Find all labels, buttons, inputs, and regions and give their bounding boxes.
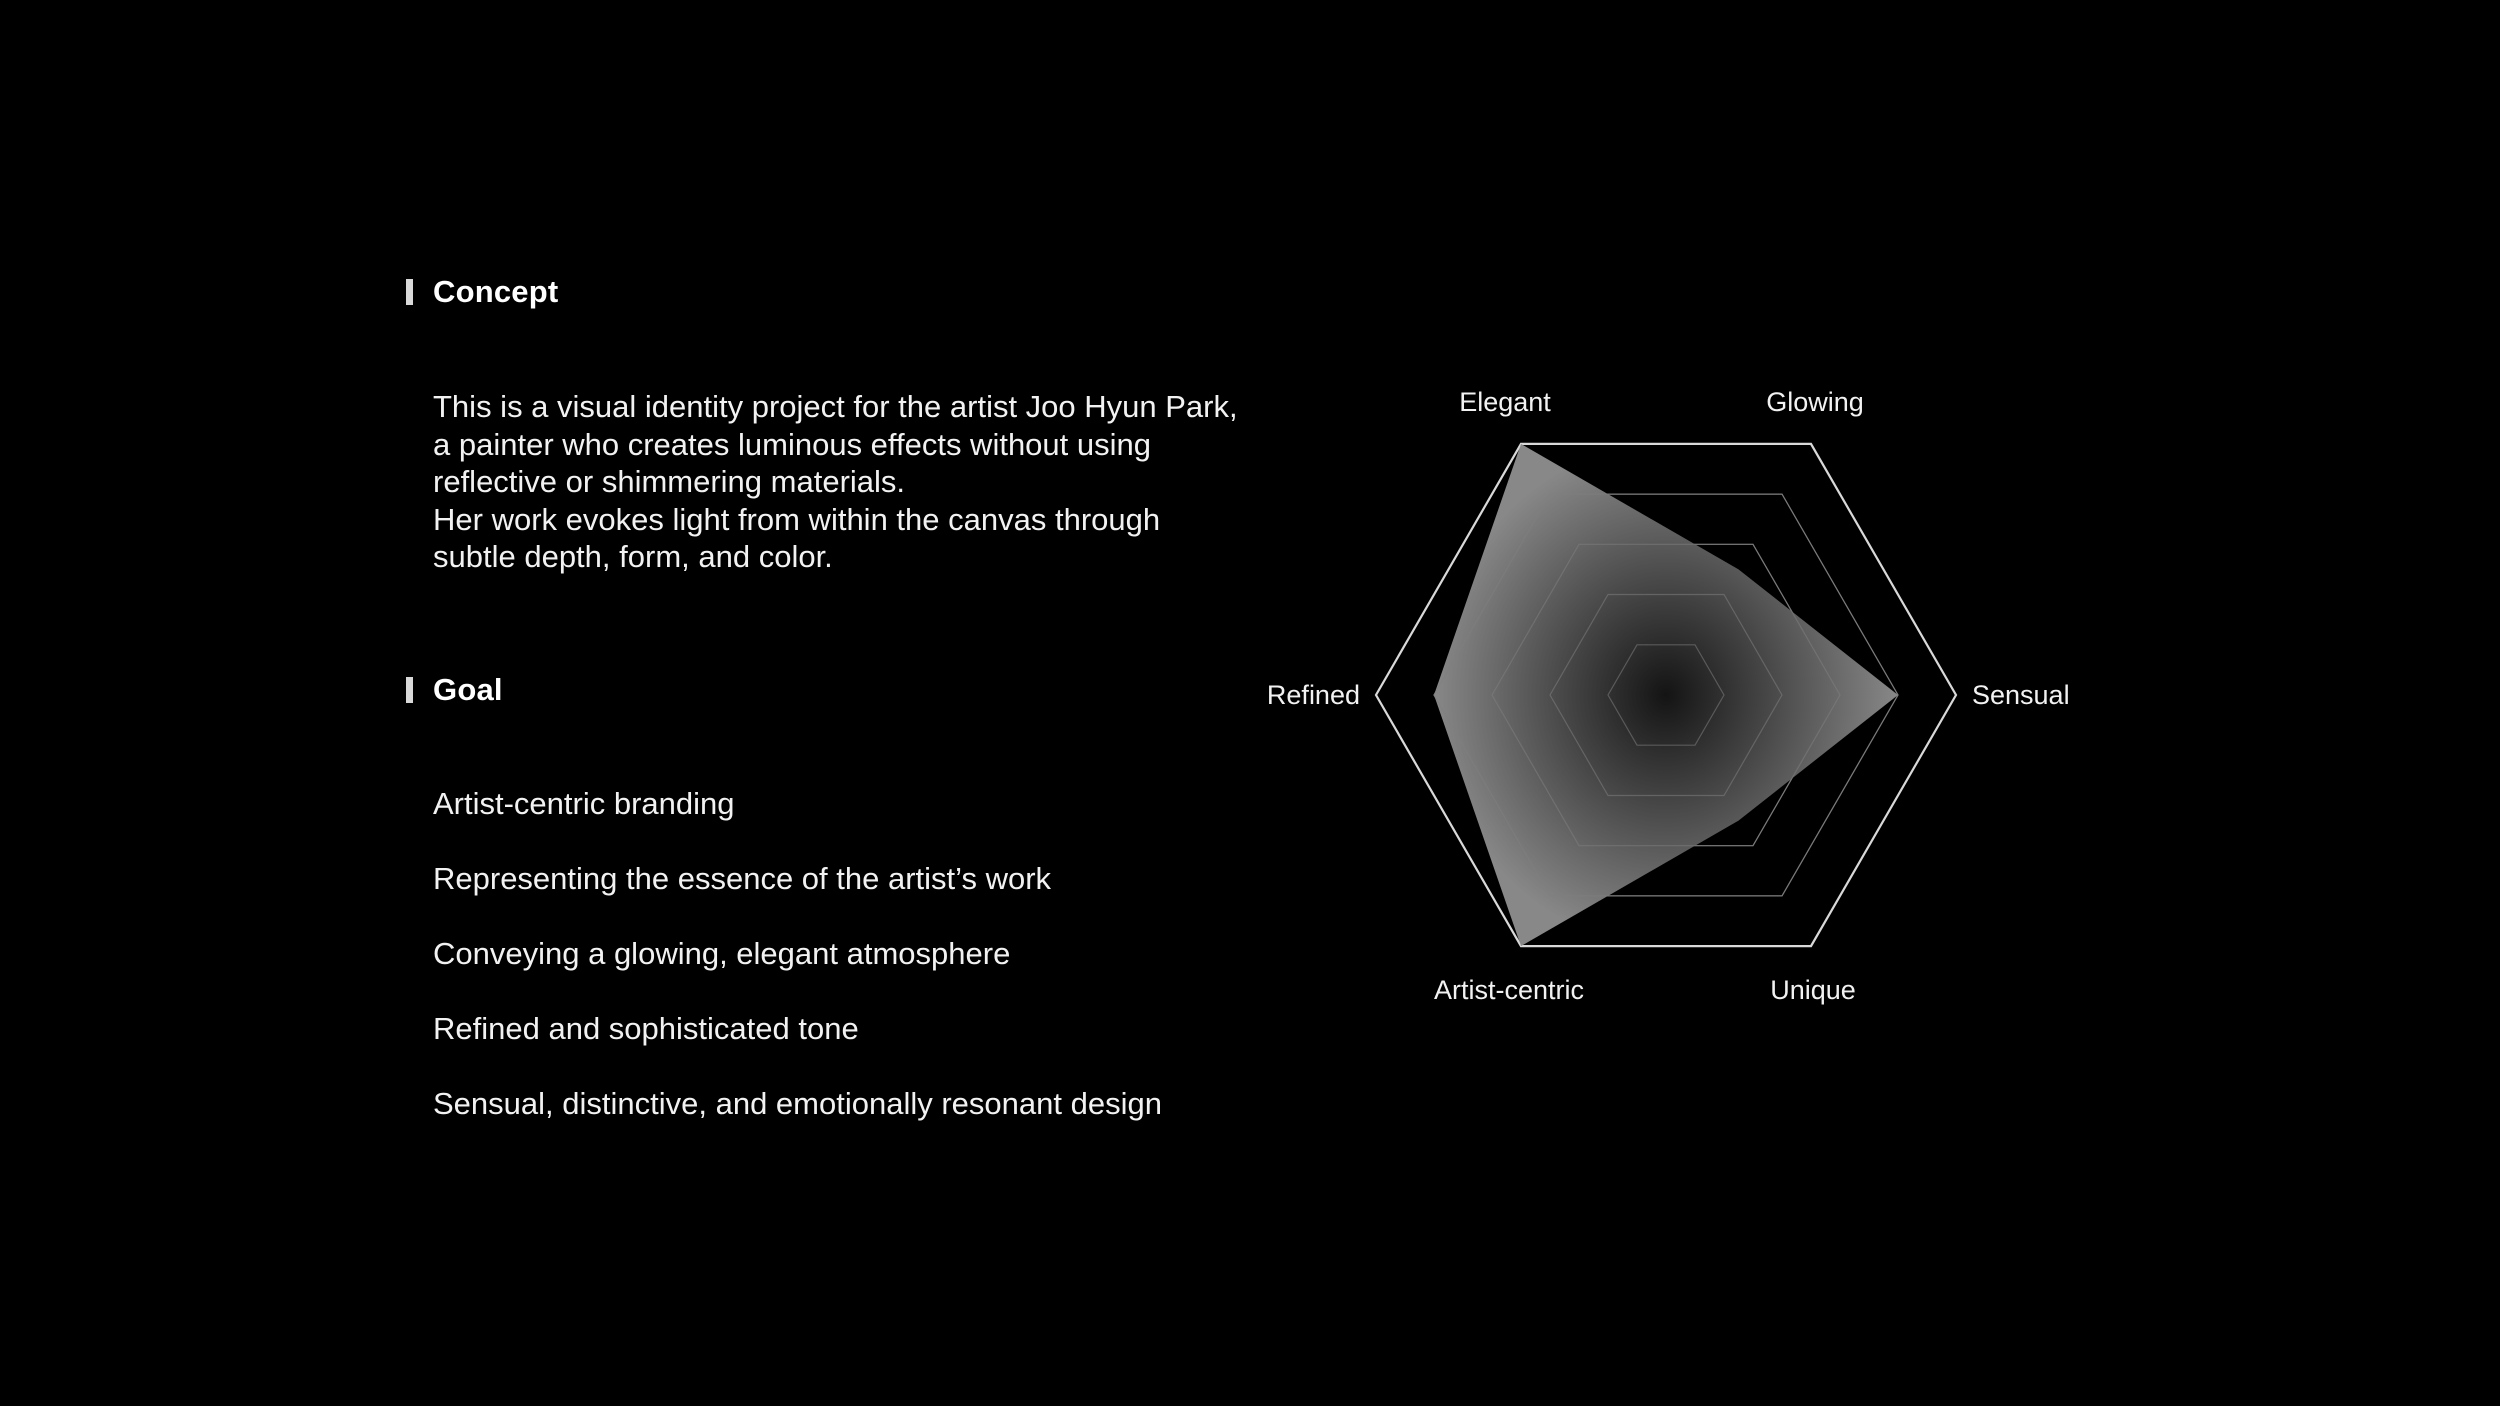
concept-line-3: reflective or shimmering materials. xyxy=(433,464,906,499)
goal-item-glowing: Conveying a glowing, elegant atmosphere xyxy=(433,936,1011,971)
concept-paragraph xyxy=(433,388,1313,576)
radar-axis-label-glowing: Glowing xyxy=(1766,386,1864,417)
concept-line-4: Her work evokes light from within the canvas through xyxy=(433,501,1161,537)
radar-chart xyxy=(1200,330,2160,1050)
goal-item-artist-centric: Artist-centric branding xyxy=(433,786,735,821)
heading-marker xyxy=(406,677,413,703)
concept-line-2: a painter who creates luminous effects without using xyxy=(433,426,1151,462)
radar-axis-label-elegant: Elegant xyxy=(1459,386,1551,417)
heading-marker xyxy=(406,279,413,305)
goal-item-refined: Refined and sophisticated tone xyxy=(433,1011,859,1046)
concept-line-5: subtle depth, form, and color. xyxy=(433,539,833,574)
goal-item-essence: Representing the essence of the artist’s work xyxy=(433,861,1052,896)
goal-heading-text: Goal xyxy=(433,672,503,707)
radar-axis-label-artist-centric: Artist-centric xyxy=(1433,975,1585,1006)
concept-heading xyxy=(406,274,558,310)
radar-data xyxy=(1434,444,1898,946)
concept-line-1: This is a visual identity project for the artist Joo Hyun Park, xyxy=(433,389,1238,424)
radar-data-area xyxy=(1434,444,1898,946)
goal-heading xyxy=(406,672,503,708)
goal-list xyxy=(433,786,1162,1161)
goal-item-sensual: Sensual, distinctive, and emotionally resonant design xyxy=(433,1086,1162,1121)
radar-axis-label-sensual: Sensual xyxy=(1972,680,2070,710)
radar-axis-label-refined: Refined xyxy=(1266,680,1360,710)
concept-heading-text: Concept xyxy=(433,274,559,309)
radar-axis-label-unique: Unique xyxy=(1770,975,1856,1006)
